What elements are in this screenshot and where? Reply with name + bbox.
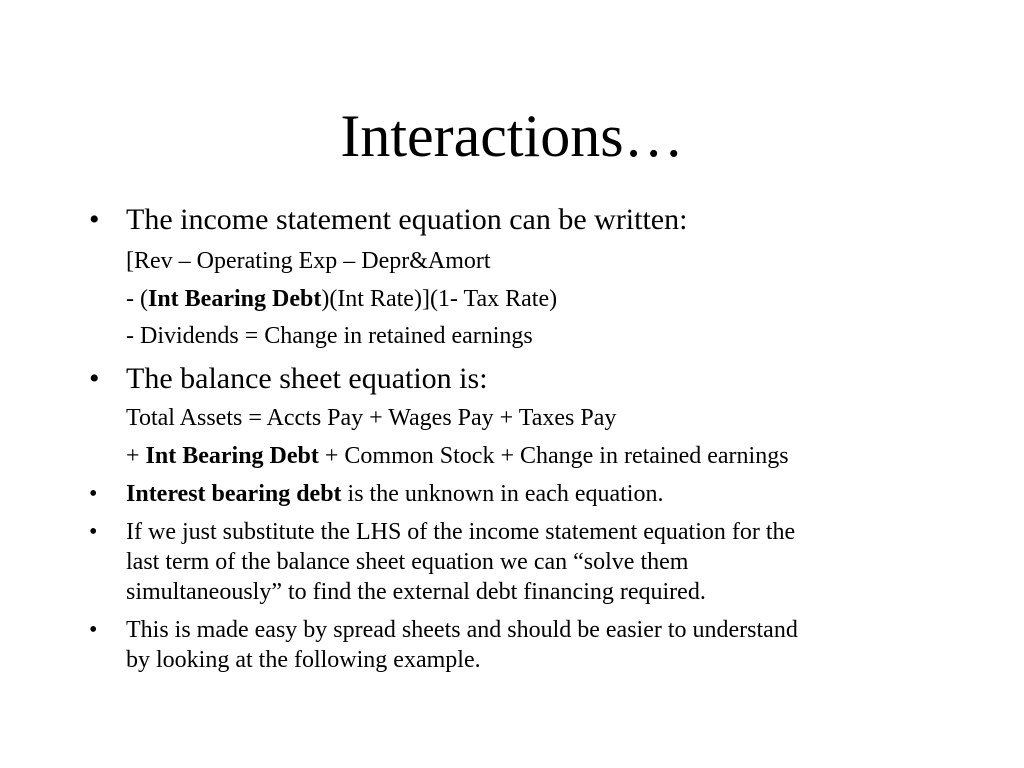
- income-equation-line-3: - Dividends = Change in retained earnings: [126, 323, 533, 349]
- int-bearing-debt-term: Int Bearing Debt: [147, 286, 322, 312]
- balance-equation-line-2-suffix: + Common Stock + Change in retained earnings: [318, 443, 789, 469]
- bullet-marker: •: [89, 362, 100, 395]
- income-equation-line-2-prefix: - (: [126, 286, 148, 312]
- interest-bearing-debt-bold: Interest bearing debt: [126, 481, 342, 507]
- int-bearing-debt-term: Int Bearing Debt: [145, 443, 319, 469]
- bullet-income-statement: The income statement equation can be written:: [126, 203, 688, 236]
- bullet-marker: •: [89, 617, 98, 643]
- balance-equation-line-2: [126, 441, 789, 471]
- balance-equation-line-1: Total Assets = Accts Pay + Wages Pay + Taxes Pay: [126, 405, 617, 431]
- bullet-marker: •: [89, 481, 98, 507]
- substitute-line-1: If we just substitute the LHS of the income statement equation for the: [126, 519, 796, 545]
- income-equation-line-1: [Rev – Operating Exp – Depr&Amort: [126, 248, 491, 274]
- bullet-balance-sheet: The balance sheet equation is:: [126, 362, 488, 395]
- income-equation-line-2: [126, 284, 557, 314]
- substitute-line-2: last term of the balance sheet equation we can “solve them: [126, 549, 689, 575]
- bullet-marker: •: [89, 203, 100, 236]
- income-equation-line-2-suffix: )(Int Rate)](1- Tax Rate): [321, 286, 558, 312]
- spreadsheet-line-1: This is made easy by spread sheets and should be easier to understand: [126, 617, 798, 643]
- bullet-interest-bearing-debt: [126, 479, 663, 509]
- spreadsheet-line-2: by looking at the following example.: [126, 647, 481, 673]
- substitute-line-3: simultaneously” to find the external debt financing required.: [126, 579, 706, 605]
- slide-title: Interactions…: [340, 103, 684, 169]
- interest-bearing-debt-rest: is the unknown in each equation.: [341, 481, 664, 507]
- bullet-marker: •: [89, 519, 98, 545]
- balance-equation-line-2-prefix: +: [126, 443, 146, 469]
